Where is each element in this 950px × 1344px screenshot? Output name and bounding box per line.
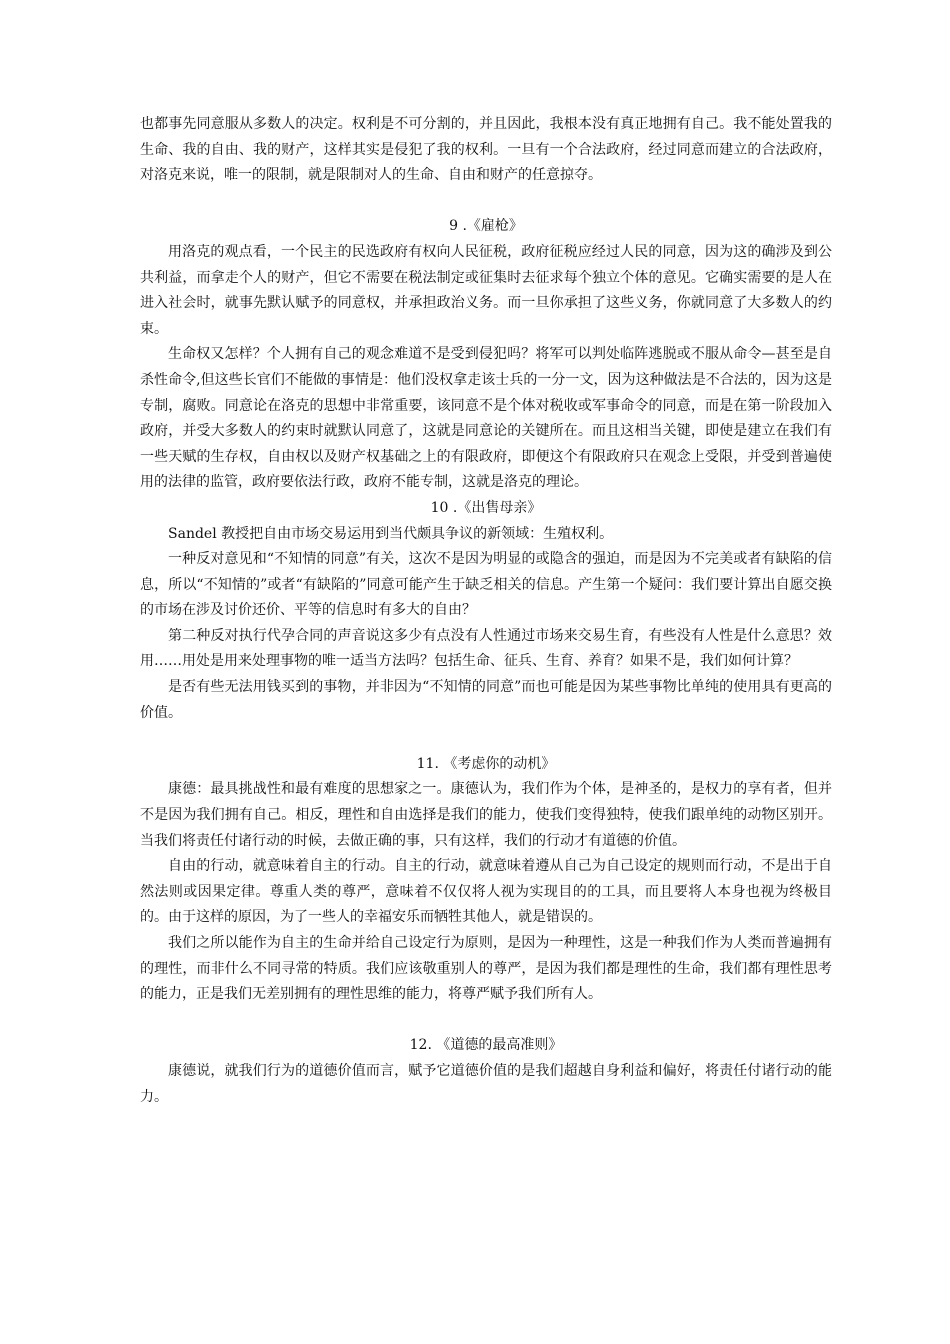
paragraph: 康德：最具挑战性和最有难度的思想家之一。康德认为，我们作为个体，是神圣的，是权力的享有者，但并不是因为我们拥有自己。相反，理性和自由选择是我们的能力，使我们变得独特，使我们跟单纯的动物区别开。当我们将责任付诸行动的时候，去做正确的事，只有这样，我们的行动才有道德的价值。 (140, 781, 832, 849)
section-heading: 12. 《道德的最高准则》 (409, 1037, 563, 1054)
paragraph: 自由的行动，就意味着自主的行动。自主的行动，就意味着遵从自己为自己设定的规则而行动，不是出于自然法则或因果定律。尊重人类的尊严，意味着不仅仅将人视为实现目的的工具，而且要将人本身也视为终极目的。由于这样的原因，为了一些人的幸福安乐而牺牲其他人，就是错误的。 (140, 858, 832, 926)
section-heading: 11. 《考虑你的动机》 (416, 755, 556, 772)
paragraph: 康德说，就我们行为的道德价值而言，赋予它道德价值的是我们超越自身利益和偏好，将责任付诸行动的能力。 (140, 1062, 832, 1105)
paragraph: 是否有些无法用钱买到的事物，并非因为“不知情的同意”而也可能是因为某些事物比单纯的使用具有更高的价值。 (140, 679, 832, 721)
section-heading: 9 .《雇枪》 (449, 218, 523, 235)
blank-line (140, 1008, 832, 1034)
paragraph: 也都事先同意服从多数人的决定。权利是不可分割的，并且因此，我根本没有真正地拥有自己。我不能处置我的生命、我的自由、我的财产，这样其实是侵犯了我的权利。一旦有一个合法政府，经过同意而建立的合法政府，对洛克来说，唯一的限制，就是限制对人的生命、自由和财产的任意掠夺。 (140, 116, 832, 184)
document-body (140, 112, 832, 1110)
blank-line (140, 189, 832, 215)
blank-line (140, 726, 832, 752)
paragraph: 第二种反对执行代孕合同的声音说这多少有点没有人性通过市场来交易生育，有些没有人性是什么意思？效用……用处是用来处理事物的唯一适当方法吗？包括生命、征兵、生育、养育？如果不是，我们如何计算？ (140, 627, 832, 670)
paragraph: 生命权又怎样？个人拥有自己的观念难道不是受到侵犯吗？将军可以判处临阵逃脱或不服从命令—甚至是自杀性命令,但这些长官们不能做的事情是：他们没权拿走该士兵的一分一文，因为这种做法是不合法的，因为这是专制，腐败。同意论在洛克的思想中非常重要，该同意不是个体对税收或军事命令的同意，而是在第一阶段加入政府，并受大多数人的约束时就默认同意了，这就是同意论的关键所在。而且这相当关键，即使是建立在我们有一些天赋的生存权，自由权以及财产权基础之上的有限政府，即便这个有限政府只在观念上受限，并受到普遍使用的法律的监管，政府要依法行政，政府不能专制，这就是洛克的理论。 (140, 346, 832, 491)
paragraph: Sandel 教授把自由市场交易运用到当代颇具争议的新领域：生殖权利。 (168, 525, 614, 542)
paragraph: 一种反对意见和“不知情的同意”有关，这次不是因为明显的或隐含的强迫，而是因为不完美或者有缺陷的信息，所以“不知情的”或者“有缺陷的”同意可能产生于缺乏相关的信息。产生第一个疑问：我们要计算出自愿交换的市场在涉及讨价还价、平等的信息时有多大的自由？ (140, 551, 832, 619)
paragraph: 我们之所以能作为自主的生命并给自己设定行为原则，是因为一种理性，这是一种我们作为人类而普遍拥有的理性，而非什么不同寻常的特质。我们应该敬重别人的尊严，是因为我们都是理性的生命，我们都有理性思考的能力，正是我们无差别拥有的理性思维的能力，将尊严赋予我们所有人。 (140, 935, 832, 1003)
section-heading: 10 .《出售母亲》 (430, 499, 542, 516)
paragraph: 用洛克的观点看，一个民主的民选政府有权向人民征税，政府征税应经过人民的同意，因为这的确涉及到公共利益，而拿走个人的财产，但它不需要在税法制定或征集时去征求每个独立个体的意见。它确实需要的是人在进入社会时，就事先默认赋予的同意权，并承担政治义务。而一旦你承担了这些义务，你就同意了大多数人的约束。 (140, 243, 832, 337)
